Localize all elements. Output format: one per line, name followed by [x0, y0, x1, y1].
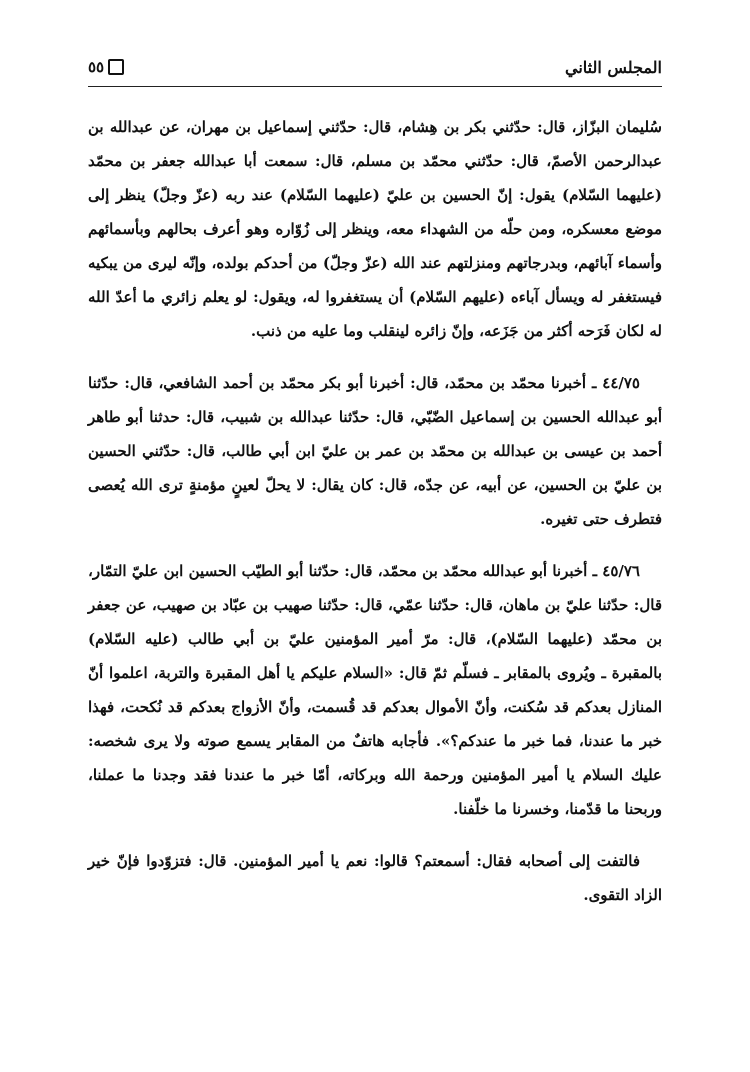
header-divider: [88, 86, 662, 87]
running-header: [88, 52, 662, 82]
hadith-76-ending: فالتفت إلى أصحابه فقال: أسمعتم؟ قالوا: نعم يا أمير المؤمنين. قال: فتزوّدوا فإنّ خير الزاد التقوى.: [88, 852, 662, 904]
main-text: [88, 110, 662, 930]
page-box-icon: [108, 59, 124, 75]
page-number-block: [88, 58, 124, 76]
page-number: ٥٥: [88, 58, 105, 76]
hadith-76: ٤٥/٧٦ ـ أخبرنا أبو عبدالله محمّد بن محمّد، قال: حدّثنا أبو الطيّب الحسين ابن عليّ التمّار، قال: حدّثنا عليّ بن ماهان، قال: حدّثنا عمّي، قال: حدّثنا صهيب بن عبّاد بن صهيب، عن جعفر بن محمّد (عليهما السّلام)، قال: مرّ أمير المؤمنين عليّ بن أبي طالب (عليه السّلام) بالمقبرة ـ ويُروى بالمقابر ـ فسلّم ثمّ قال: «السلام عليكم يا أهل المقبرة والتربة، اعلموا أنّ المنازل بعدكم قد سُكنت، وأنّ الأموال بعدكم قد قُسمت، وأنّ الأزواج بعدكم قد نُكحت، فهذا خبر ما عندنا، فما خبر ما عندكم؟». فأجابه هاتفٌ من المقابر يسمع صوته ولا يرى شخصه: عليك السلام يا أمير المؤمنين ورحمة الله وبركاته، أمّا خبر ما عندنا فقد وجدنا ما عملنا، وربحنا ما قدّمنا، وخسرنا ما خلّفنا.: [88, 562, 662, 818]
paragraph-continuation: سُليمان البزّاز، قال: حدّثني بكر بن هِشام، قال: حدّثني إسماعيل بن مهران، عن عبدالله بن عبدالرحمن الأصمّ، قال: حدّثني محمّد بن مسلم، قال: سمعت أبا عبدالله جعفر بن محمّد (عليهما السّلام) يقول: إنّ الحسين بن عليّ (عليهما السّلام) عند ربه (عزّ وجلّ) ينظر إلى موضع معسكره، ومن حلّه من الشهداء معه، وينظر إلى زُوّاره وهو أعرف بحالهم وبأسمائهم وأسماء آبائهم، وبدرجاتهم ومنزلتهم عند الله (عزّ وجلّ) من أحدكم بولده، وإنّه ليرى من يبكيه فيستغفر له ويسأل آباءه (عليهم السّلام) أن يستغفروا له، ويقول: لو يعلم زائري ما أعدّ الله له لكان فَرَحه أكثر من جَزَعه، وإنّ زائره لينقلب وما عليه من ذنب.: [88, 118, 662, 340]
chapter-title: المجلس الثاني: [565, 57, 662, 77]
hadith-75: ٤٤/٧٥ ـ أخبرنا محمّد بن محمّد، قال: أخبرنا أبو بكر محمّد بن أحمد الشافعي، قال: حدّثنا أبو عبدالله الحسين بن إسماعيل الضّبّي، قال: حدّثنا عبدالله بن شبيب، قال: حدثنا أبو طاهر أحمد بن عيسى بن عبدالله بن محمّد بن عمر بن عليّ ابن أبي طالب، قال: حدّثني الحسين بن عليّ بن الحسين، عن أبيه، عن جدّه، قال: كان يقال: لا يحلّ لعينٍ مؤمنةٍ ترى الله يُعصى فتطرف حتى تغيره.: [88, 374, 662, 528]
